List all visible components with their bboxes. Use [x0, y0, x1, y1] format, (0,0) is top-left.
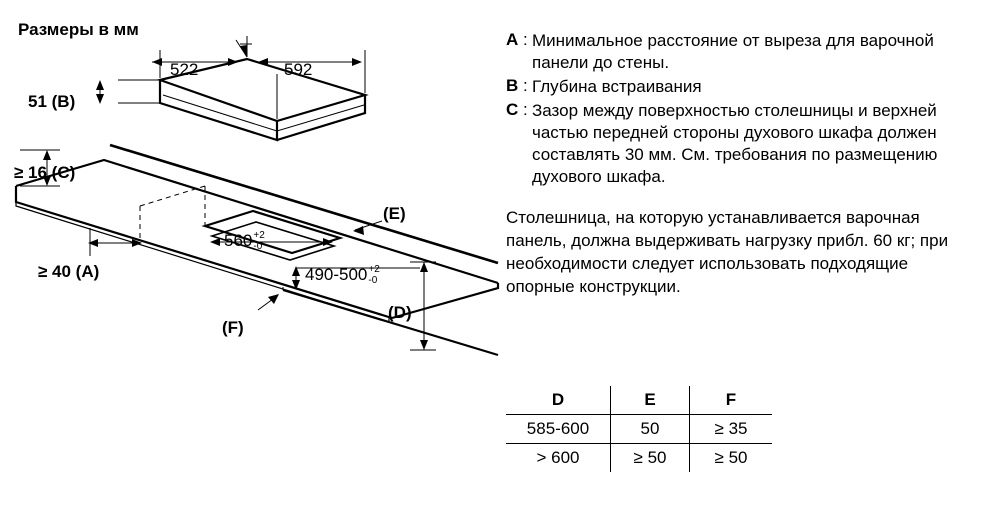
legend-colon-c: : [523, 100, 528, 119]
table-cell-d-2: > 600 [506, 444, 611, 473]
table-row [506, 444, 772, 473]
dim-490-tolerance: +2 -0 [368, 264, 380, 286]
dim-560 [224, 231, 265, 252]
table-cell-e-2: ≥ 50 [611, 444, 690, 473]
dim-592: 592 [284, 60, 313, 79]
callout-d: (D) [388, 303, 412, 322]
table-header-d: D [506, 386, 611, 415]
dimension-table [506, 386, 772, 472]
legend-colon-a: : [523, 30, 528, 49]
dim-560-tolerance: +2 -0 [253, 230, 265, 252]
legend-colon-b: : [523, 76, 528, 95]
legend-text-c: Зазор между поверхностью столешницы и верхней частью передней стороны духового шкафа должен составлять 30 мм. См. требования по размещению духового шкафа. [532, 101, 938, 186]
legend-item-b [506, 76, 976, 98]
legend-item-a [506, 30, 976, 74]
table-header-f: F [690, 386, 773, 415]
dim-40-a: ≥ 40 (A) [38, 262, 100, 281]
legend-key-b: B [506, 76, 519, 95]
table-cell-f-2: ≥ 50 [690, 444, 773, 473]
drawing-title: Размеры в мм [18, 20, 139, 39]
callout-f: (F) [222, 318, 244, 337]
dim-522: 522 [170, 60, 199, 79]
legend-item-c [506, 100, 976, 188]
dim-560-value: 560 [224, 231, 253, 250]
table-cell-d-1: 585-600 [506, 415, 611, 444]
legend-panel [506, 30, 976, 298]
callout-e: (E) [383, 204, 406, 223]
legend-text-a: Минимальное расстояние от выреза для варочной панели до стены. [532, 31, 934, 72]
dim-51-b: 51 (B) [28, 92, 76, 111]
table-row [506, 415, 772, 444]
legend-key-a: A [506, 30, 519, 49]
table-header-e: E [611, 386, 690, 415]
dim-490-value: 490-500 [305, 265, 368, 284]
legend-text-b: Глубина встраивания [532, 77, 702, 96]
dim-490-500 [305, 265, 380, 286]
dim-16-c: ≥ 16 (C) [14, 163, 76, 182]
table-header-row [506, 386, 772, 415]
table-cell-e-1: 50 [611, 415, 690, 444]
legend-key-c: C [506, 100, 519, 119]
load-note-paragraph: Столешница, на которую устанавливается варочная панель, должна выдерживать нагрузку прибл. 60 кг; при необходимости следует использовать подходящие опорные конструкции. [506, 208, 949, 296]
table-cell-f-1: ≥ 35 [690, 415, 773, 444]
